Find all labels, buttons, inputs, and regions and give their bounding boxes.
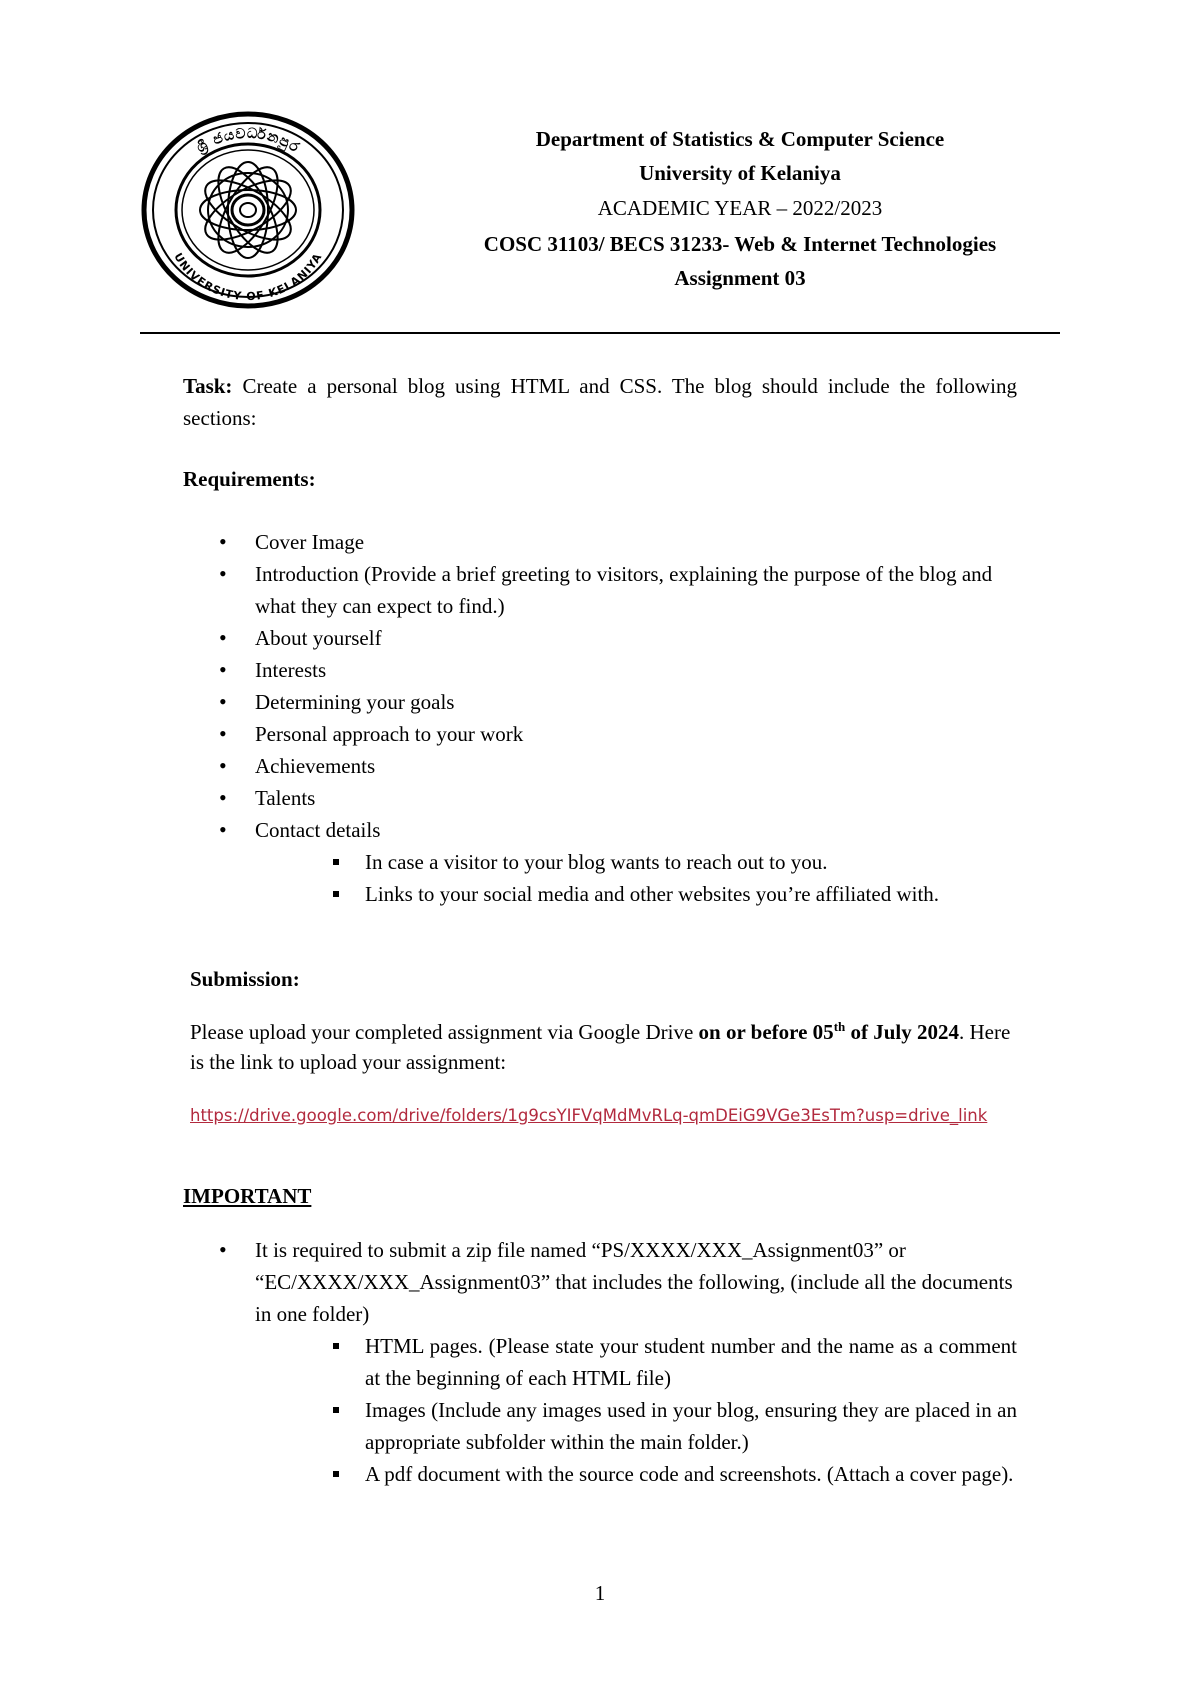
svg-text:ශ්‍රී ජයවර්ධනපුර: ශ්‍රී ජයවර්ධනපුර (193, 125, 303, 157)
important-sublist (183, 1330, 1017, 1490)
assignment-title: Assignment 03 (674, 266, 806, 290)
upload-link[interactable]: https://drive.google.com/drive/folders/1g9csYIFVqMdMvRLq-qmDEiG9VGe3EsTm?usp=drive_link (190, 1106, 988, 1125)
list-item: • Contact details (183, 814, 1017, 846)
deadline: on or before 05th of July 2024 (698, 1019, 960, 1044)
list-item: • Cover Image (183, 526, 1017, 558)
submission-paragraph: Please upload your completed assignment via Google Drive on or before 05th of July 2024. Here is the link to upload your assignment: (190, 1019, 1011, 1074)
list-item: • Achievements (183, 750, 1017, 782)
list-item: • About yourself (183, 622, 1017, 654)
requirements-heading: Requirements: (183, 467, 316, 491)
list-item: In case a visitor to your blog wants to reach out to you. (183, 846, 1017, 878)
requirements-list (183, 526, 1017, 846)
academic-year: ACADEMIC YEAR – 2022/2023 (597, 196, 883, 220)
task-paragraph (183, 370, 1017, 434)
task-label: Task: (183, 374, 233, 398)
page-number: 1 (594, 1581, 606, 1605)
list-item: • Talents (183, 782, 1017, 814)
university-seal-logo (140, 110, 356, 310)
course-title: COSC 31103/ BECS 31233- Web & Internet Technologies (483, 232, 997, 256)
document-body (183, 370, 1017, 1490)
svg-text:UNIVERSITY OF KELANIYA: UNIVERSITY OF KELANIYA (171, 250, 325, 304)
important-heading: IMPORTANT (183, 1183, 312, 1208)
important-list (183, 1234, 1017, 1330)
document-header (400, 123, 1080, 295)
list-item: • Interests (183, 654, 1017, 686)
list-item: • Introduction (Provide a brief greeting to visitors, explaining the purpose of the blog and what they can expect to find.) (183, 558, 1017, 622)
header-divider (140, 332, 1060, 334)
department-name: Department of Statistics & Computer Science (535, 127, 945, 151)
list-item: Links to your social media and other websites you’re affiliated with. (183, 878, 1017, 910)
list-item: HTML pages. (Please state your student number and the name as a comment at the beginning of each HTML file) (183, 1330, 1017, 1394)
list-item: • It is required to submit a zip file named “PS/XXXX/XXX_Assignment03” or “EC/XXXX/XXX_Assignment03” that includes the following, (include all the documents in one folder) (183, 1234, 1017, 1330)
task-text: Create a personal blog using HTML and CSS. The blog should include the following sections: (183, 374, 1017, 430)
contact-sublist (183, 846, 1017, 910)
list-item: • Personal approach to your work (183, 718, 1017, 750)
university-name: University of Kelaniya (639, 161, 841, 185)
list-item: Images (Include any images used in your blog, ensuring they are placed in an appropriate subfolder within the main folder.) (183, 1394, 1017, 1458)
submission-heading: Submission: (190, 966, 300, 991)
list-item: • Determining your goals (183, 686, 1017, 718)
list-item: A pdf document with the source code and screenshots. (Attach a cover page). (183, 1458, 1017, 1490)
